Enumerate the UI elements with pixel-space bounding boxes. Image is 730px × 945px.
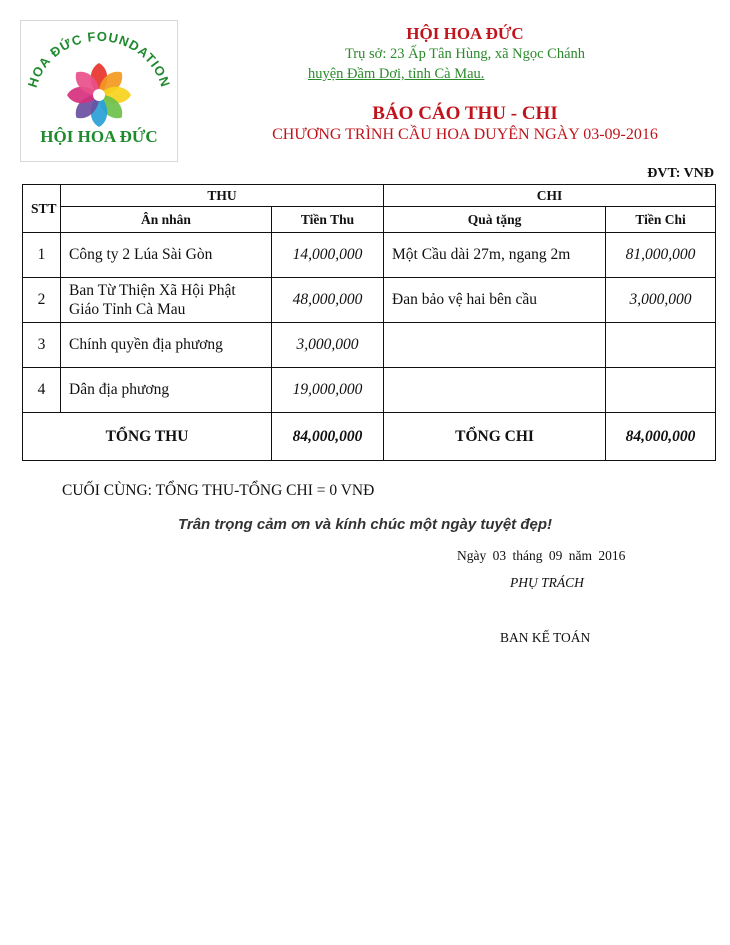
income-header: Tiền Thu — [272, 207, 384, 233]
income-expense-table — [22, 184, 716, 461]
logo-arc-text: HOA ĐỨC FOUNDATION — [24, 28, 174, 90]
logo-name: HỘI HOA ĐỨC — [40, 127, 158, 146]
row-expense: 3,000,000 — [606, 278, 716, 323]
table-header-row — [23, 185, 716, 207]
table-row — [23, 278, 716, 323]
final-balance: CUỐI CÙNG: TỔNG THU-TỔNG CHI = 0 VNĐ — [62, 482, 375, 499]
row-income: 14,000,000 — [272, 233, 384, 278]
expense-header: Tiền Chi — [606, 207, 716, 233]
row-gift: Đan bảo vệ hai bên cầu — [384, 278, 606, 323]
row-donor: Chính quyền địa phương — [61, 323, 272, 368]
organization-name: HỘI HOA ĐỨC — [406, 24, 524, 43]
row-stt: 2 — [23, 278, 61, 323]
total-expense-label: TỔNG CHI — [384, 413, 606, 461]
row-donor: Công ty 2 Lúa Sài Gòn — [61, 233, 272, 278]
logo-graphic — [21, 21, 177, 161]
row-income: 3,000,000 — [272, 323, 384, 368]
row-expense — [606, 323, 716, 368]
gift-header: Quà tặng — [384, 207, 606, 233]
row-donor: Ban Từ Thiện Xã Hội Phật Giáo Tỉnh Cà Mau — [61, 278, 272, 323]
row-gift: Một Cầu dài 27m, ngang 2m — [384, 233, 606, 278]
row-expense — [606, 368, 716, 413]
row-income: 19,000,000 — [272, 368, 384, 413]
row-income: 48,000,000 — [272, 278, 384, 323]
foundation-logo — [20, 20, 178, 162]
report-subtitle: CHƯƠNG TRÌNH CẦU HOA DUYÊN NGÀY 03-09-2016 — [272, 126, 658, 143]
total-income-label: TỔNG THU — [23, 413, 272, 461]
row-stt: 1 — [23, 233, 61, 278]
donor-header: Ân nhân — [61, 207, 272, 233]
row-donor: Dân địa phương — [61, 368, 272, 413]
table-row — [23, 233, 716, 278]
flower-icon — [67, 63, 131, 127]
row-gift — [384, 368, 606, 413]
table-row — [23, 368, 716, 413]
total-row — [23, 413, 716, 461]
stt-header: STT — [23, 185, 61, 233]
address-line-2: huyện Đầm Dơi, tỉnh Cà Mau. — [308, 66, 485, 82]
accounting-board: BAN KẾ TOÁN — [500, 630, 591, 645]
flower-center-icon — [93, 89, 105, 101]
table-row — [23, 323, 716, 368]
income-group-header: THU — [61, 185, 384, 207]
total-expense-value: 84,000,000 — [606, 413, 716, 461]
total-income-value: 84,000,000 — [272, 413, 384, 461]
in-charge-label: PHỤ TRÁCH — [510, 575, 584, 590]
report-date: Ngày 03 tháng 09 năm 2016 — [457, 548, 626, 563]
row-expense: 81,000,000 — [606, 233, 716, 278]
row-stt: 3 — [23, 323, 61, 368]
table-subheader-row — [23, 207, 716, 233]
thanks-message: Trân trọng cảm ơn và kính chúc một ngày tuyệt đẹp! — [177, 516, 553, 533]
row-gift — [384, 323, 606, 368]
row-stt: 4 — [23, 368, 61, 413]
report-title: BÁO CÁO THU - CHI — [372, 103, 558, 124]
currency-unit: ĐVT: VNĐ — [647, 166, 714, 181]
address-line-1: Trụ sở: 23 Ấp Tân Hùng, xã Ngọc Chánh — [344, 46, 586, 62]
expense-group-header: CHI — [384, 185, 716, 207]
